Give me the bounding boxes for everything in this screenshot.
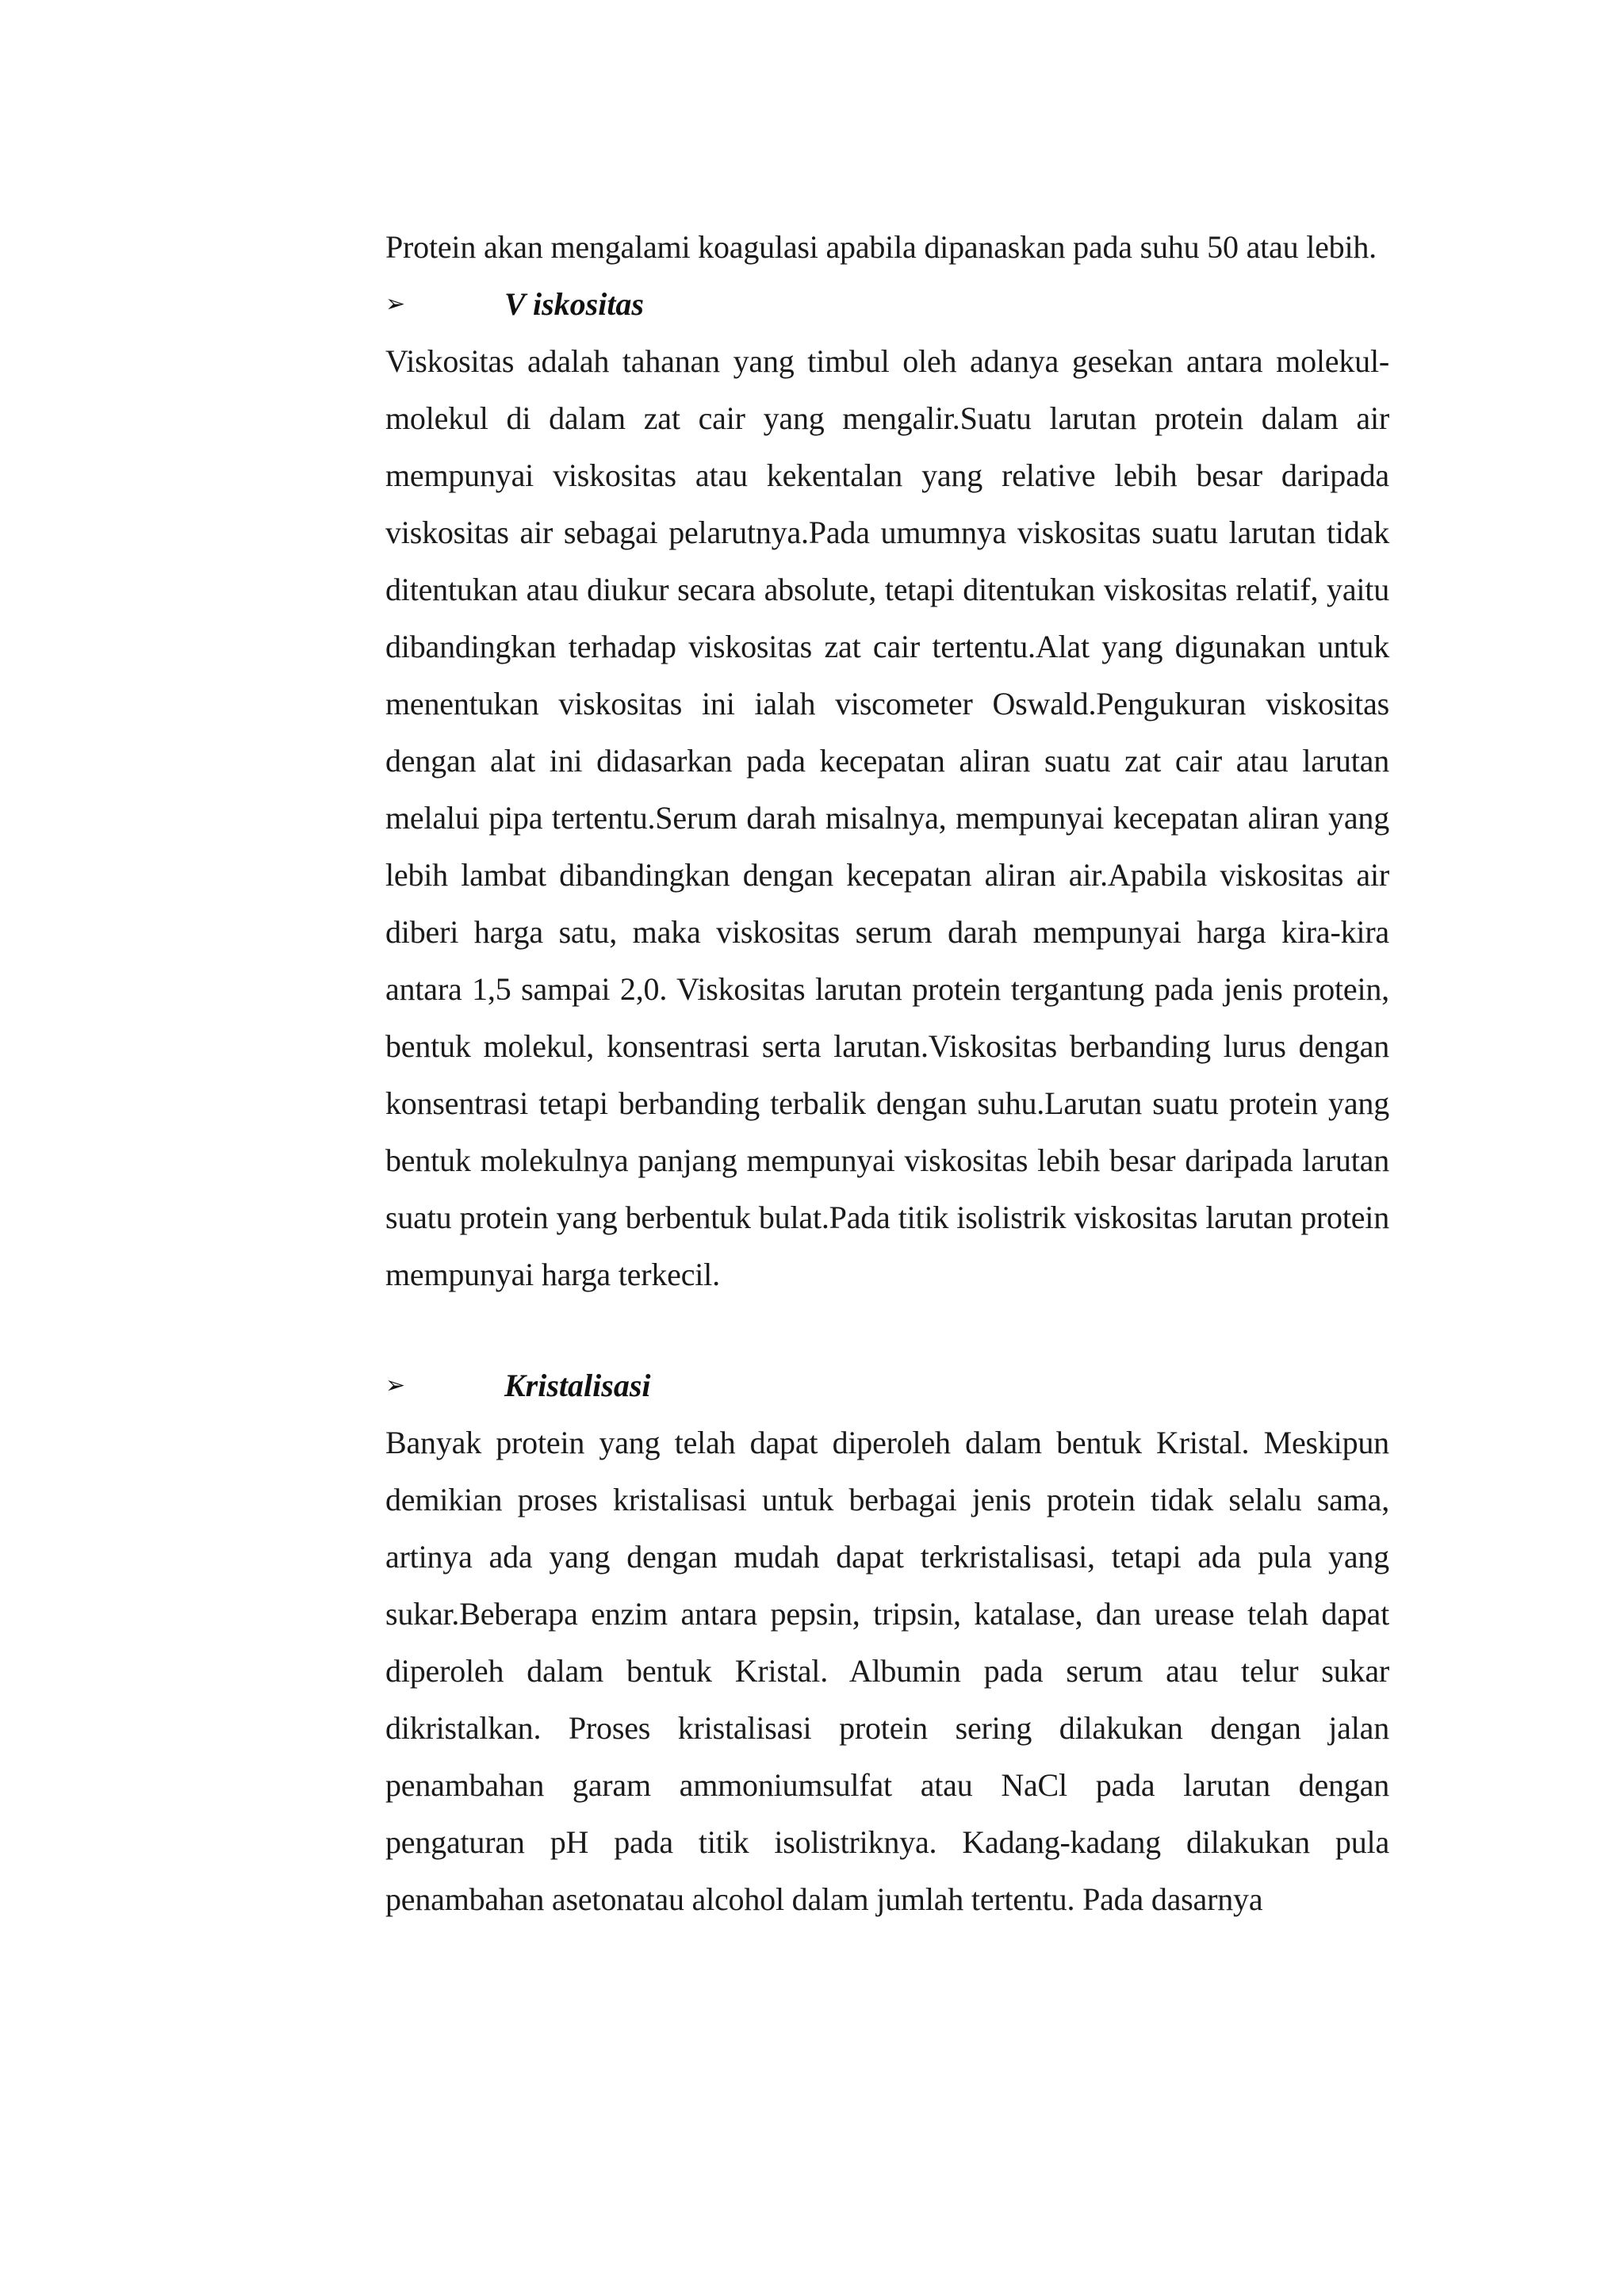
heading-viskositas: V iskositas <box>504 286 644 322</box>
section-heading-kristalisasi <box>385 1357 1389 1414</box>
page-content <box>385 219 1389 1928</box>
paragraph-kristalisasi: Banyak protein yang telah dapat diperoleh dalam bentuk Kristal. Meskipun demikian proses kristalisasi untuk berbagai jenis protein tidak selalu sama, artinya ada yang dengan mudah dapat terkristalisasi, tetapi ada pula yang sukar.Beberapa enzim antara pepsin, tripsin, katalase, dan urease telah dapat diperoleh dalam bentuk Kristal. Albumin pada serum atau telur sukar dikristalkan. Proses kristalisasi protein sering dilakukan dengan jalan penambahan garam ammoniumsulfat atau NaCl pada larutan dengan pengaturan pH pada titik isolistriknya. Kadang-kadang dilakukan pula penambahan asetonatau alcohol dalam jumlah tertentu. Pada dasarnya <box>385 1425 1389 1917</box>
section-spacer <box>385 1303 1389 1357</box>
arrow-bullet-icon: ➢ <box>385 1372 406 1399</box>
section-heading-viskositas <box>385 276 1389 333</box>
intro-paragraph: Protein akan mengalami koagulasi apabila dipanaskan pada suhu 50 atau lebih. <box>385 229 1377 265</box>
paragraph-viskositas: Viskositas adalah tahanan yang timbul oleh adanya gesekan antara molekul-molekul di dalam zat cair yang mengalir.Suatu larutan protein dalam air mempunyai viskositas atau kekentalan yang relative lebih besar daripada viskositas air sebagai pelarutnya.Pada umumnya viskositas suatu larutan tidak ditentukan atau diukur secara absolute, tetapi ditentukan viskositas relatif, yaitu dibandingkan terhadap viskositas zat cair tertentu.Alat yang digunakan untuk menentukan viskositas ini ialah viscometer Oswald.Pengukuran viskositas dengan alat ini didasarkan pada kecepatan aliran suatu zat cair atau larutan melalui pipa tertentu.Serum darah misalnya, mempunyai kecepatan aliran yang lebih lambat dibandingkan dengan kecepatan aliran air.Apabila viskositas air diberi harga satu, maka viskositas serum darah mempunyai harga kira-kira antara 1,5 sampai 2,0. Viskositas larutan protein tergantung pada jenis protein, bentuk molekul, konsentrasi serta larutan.Viskositas berbanding lurus dengan konsentrasi tetapi berbanding terbalik dengan suhu.Larutan suatu protein yang bentuk molekulnya panjang mempunyai viskositas lebih besar daripada larutan suatu protein yang berbentuk bulat.Pada titik isolistrik viskositas larutan protein mempunyai harga terkecil. <box>385 343 1389 1292</box>
arrow-bullet-icon: ➢ <box>385 290 406 318</box>
heading-kristalisasi: Kristalisasi <box>504 1368 651 1403</box>
